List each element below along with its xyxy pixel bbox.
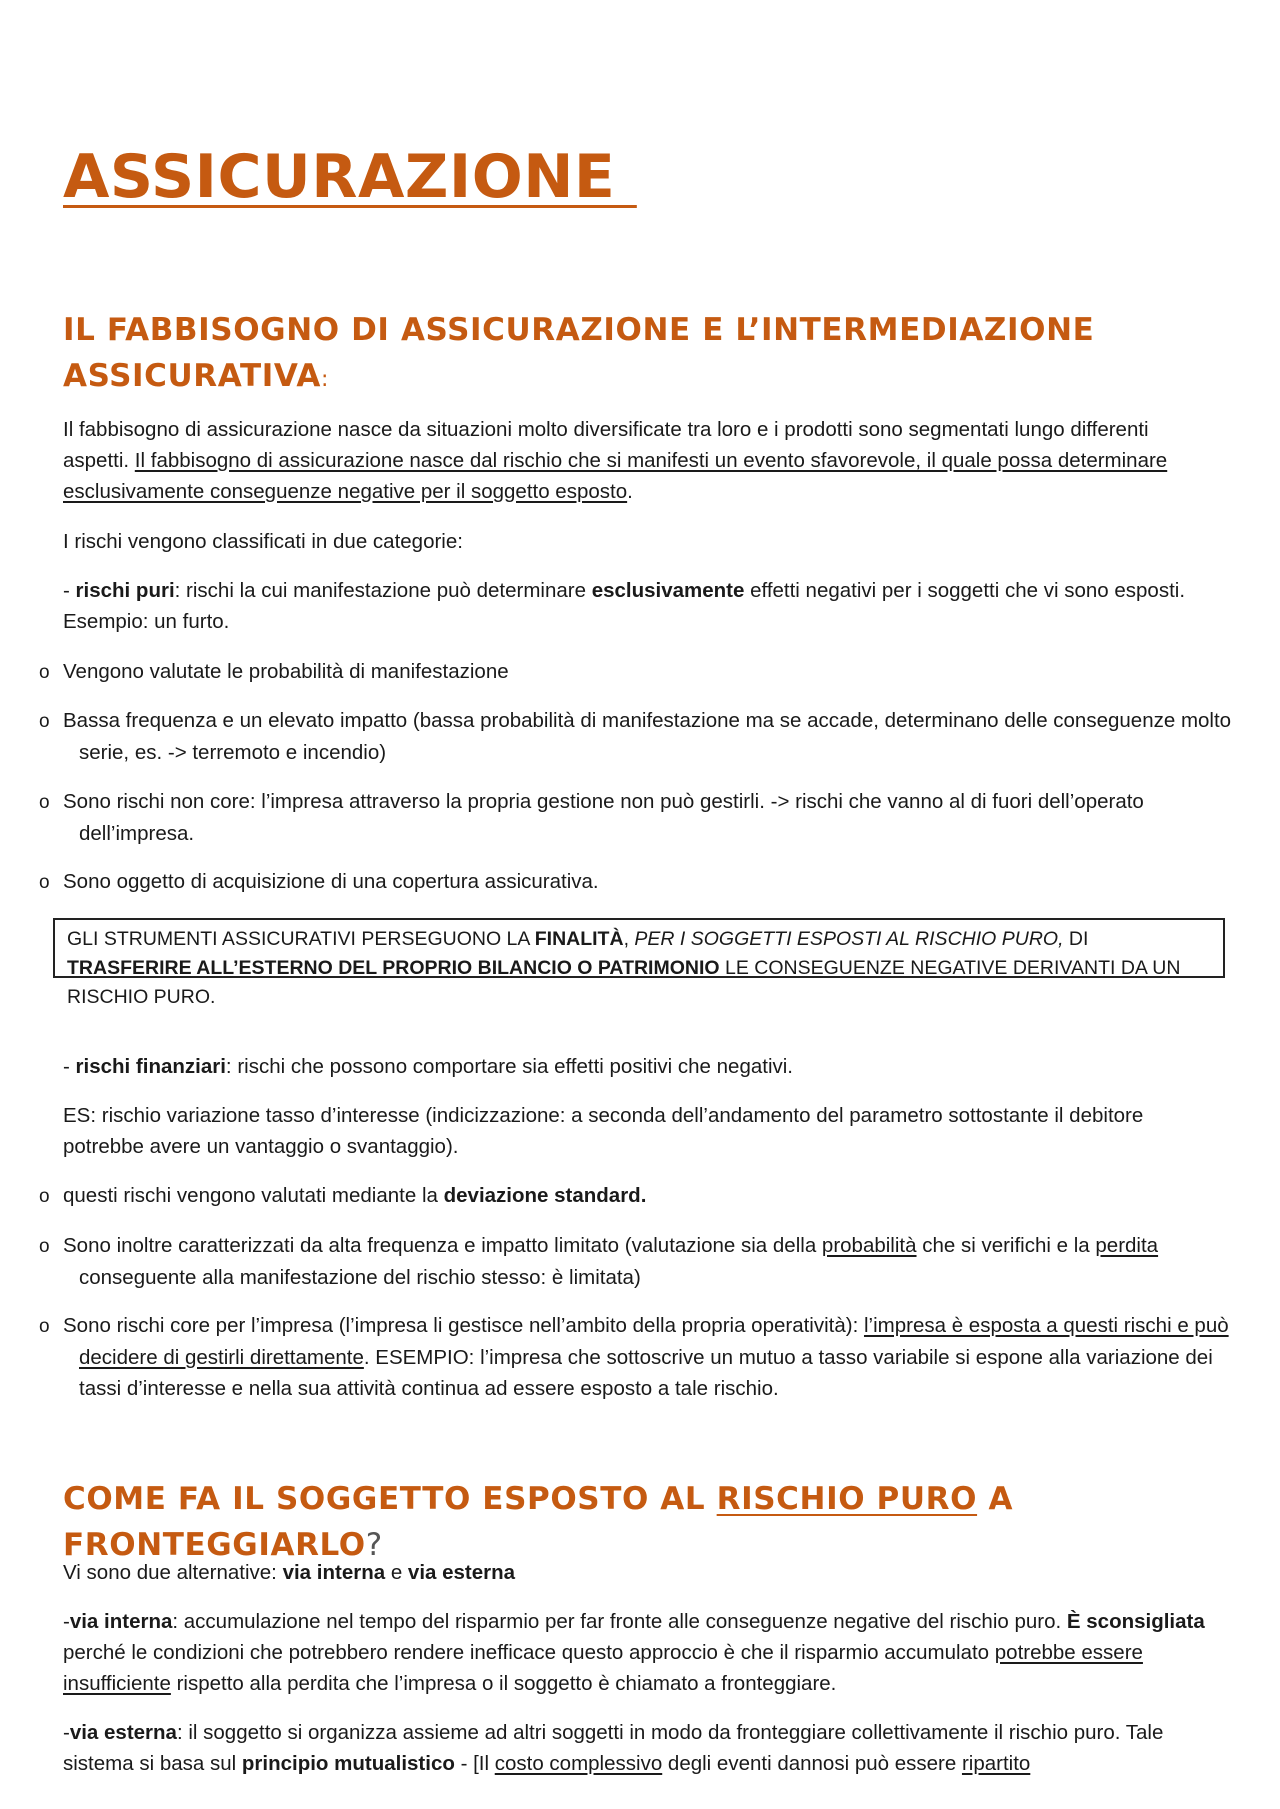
paragraph-rischi-finanziari (63, 1051, 1213, 1082)
bullet-marker: o (39, 662, 50, 683)
text: e (385, 1561, 408, 1584)
dash: - (63, 1610, 70, 1633)
list-item-text: Sono oggetto di acquisizione di una copertura assicurativa. (63, 870, 599, 893)
highlight-box (53, 918, 1225, 1008)
heading-line-1: IL FABBISOGNO DI ASSICURAZIONE E L’INTERMEDIAZIONE (63, 312, 1095, 348)
paragraph-categorie: I rischi vengono classificati in due categorie: (63, 530, 463, 553)
list-item (39, 1230, 1259, 1293)
heading-question-mark: ? (365, 1527, 383, 1563)
bullet-marker: o (39, 1236, 50, 1257)
text: GLI STRUMENTI ASSICURATIVI PERSEGUONO LA (67, 928, 535, 950)
bold-term: via esterna (407, 1561, 516, 1584)
list-item (39, 1180, 1259, 1212)
paragraph-esempio: ES: rischio variazione tasso d’interesse (indicizzazione: a seconda dell’andamento del parametro sottostante il debitore potrebbe avere un vantaggio o svantaggio). (63, 1104, 1144, 1158)
text: : rischi che possono comportare sia effetti positivi che negativi. (225, 1055, 793, 1078)
text: LE CONSEGUENZE NEGATIVE DERIVANTI DA UN RISCHIO PURO. (67, 957, 1181, 1008)
bullet-marker: o (39, 1186, 50, 1207)
list-item-text: Sono rischi non core: l’impresa attraverso la propria gestione non può gestirli. -> rischi che vanno al di fuori dell’operato dell’impresa. (63, 790, 1144, 845)
text: DI (1063, 928, 1089, 950)
list-item (39, 786, 1259, 849)
dash: - (63, 1721, 70, 1744)
text: conseguente alla manifestazione del rischio stesso: è limitata) (79, 1266, 641, 1289)
text: Sono inoltre caratterizzati da alta frequenza e impatto limitato (valutazione sia della (63, 1234, 822, 1257)
paragraph-fabbisogno (63, 414, 1213, 507)
bold-term: via interna (69, 1610, 173, 1633)
bullet-marker: o (39, 711, 50, 732)
bold-term: rischi finanziari (75, 1055, 226, 1078)
bullet-marker: o (39, 1316, 50, 1337)
list-item (39, 705, 1259, 768)
underlined-text: ripartito (961, 1752, 1031, 1775)
bullet-marker: o (39, 792, 50, 813)
underlined-text: Il fabbisogno di assicurazione nasce dal rischio che si manifesti un evento sfavorevole, il quale possa determinare esclusivamente conseguenze negative per il soggetto esposto (63, 449, 1168, 503)
bold-term: È sconsigliata (1066, 1610, 1205, 1633)
list-item-text: Bassa frequenza e un elevato impatto (bassa probabilità di manifestazione ma se accade, determinano delle conseguenze molto serie, es. -> terremoto e incendio) (63, 709, 1232, 764)
text: : accumulazione nel tempo del risparmio per far fronte alle conseguenze negative del rischio puro. (172, 1610, 1067, 1633)
text: , (623, 928, 635, 950)
paragraph-alternative (63, 1557, 1213, 1588)
underlined-text: perdita (1095, 1234, 1159, 1257)
text: Sono rischi core per l’impresa (l’impresa li gestisce nell’ambito della propria operatività): (63, 1314, 864, 1337)
bullet-marker: o (39, 872, 50, 893)
heading-colon: : (320, 367, 329, 392)
paragraph-via-esterna (63, 1717, 1213, 1779)
bold-term: FINALITÀ (534, 928, 624, 950)
paragraph-rischi-puri (63, 575, 1213, 637)
bold-term: via esterna (69, 1721, 177, 1744)
list-item (39, 866, 1259, 898)
section-heading-fronteggiare (63, 1476, 1013, 1568)
underlined-text: potrebbe essere insufficiente (63, 1641, 1143, 1695)
text: che si verifichi e la (916, 1234, 1096, 1257)
underlined-text: l’impresa è esposta a questi rischi e può decidere di gestirli direttamente (79, 1314, 1229, 1369)
text: . (627, 480, 633, 503)
text: : rischi la cui manifestazione può determinare (174, 579, 592, 602)
text: questi rischi vengono valutati mediante la (63, 1184, 444, 1207)
bold-term: deviazione standard. (443, 1184, 647, 1207)
bold-term: via interna (282, 1561, 386, 1584)
underlined-text: probabilità (821, 1234, 917, 1257)
heading-underlined-text: RISCHIO PURO (716, 1481, 978, 1517)
paragraph-via-interna (63, 1606, 1213, 1699)
heading-text: COME FA IL SOGGETTO ESPOSTO AL (63, 1481, 717, 1517)
text: Il fabbisogno di assicurazione nasce da situazioni molto diversificate tra loro e i prodotti sono segmentati lungo differenti aspetti. (63, 418, 1149, 472)
bold-term: principio mutualistico (241, 1752, 455, 1775)
italic-text: PER I SOGGETTI ESPOSTI AL RISCHIO PURO, (634, 928, 1064, 950)
text: - [Il (454, 1752, 495, 1775)
bold-term: esclusivamente (591, 579, 745, 602)
text: perché le condizioni che potrebbero rendere inefficace questo approccio è che il risparmio accumulato (63, 1641, 995, 1664)
text: rispetto alla perdita che l’impresa o il soggetto è chiamato a fronteggiare. (170, 1672, 837, 1695)
dash: - (63, 1055, 76, 1078)
list-item-text: Vengono valutate le probabilità di manifestazione (63, 660, 509, 683)
text: effetti negativi per i soggetti che vi sono esposti. Esempio: un furto. (63, 579, 1186, 633)
text: degli eventi dannosi può essere (662, 1752, 962, 1775)
heading-line-2: ASSICURATIVA (63, 358, 321, 394)
underlined-text: costo complessivo (494, 1752, 663, 1775)
bold-term: rischi puri (75, 579, 175, 602)
heading-line-2: FRONTEGGIARLO (63, 1527, 366, 1563)
list-item (39, 1310, 1259, 1404)
document-title: ASSICURAZIONE (63, 142, 637, 212)
text: Vi sono due alternative: (63, 1561, 283, 1584)
heading-text: A (977, 1481, 1014, 1517)
list-item (39, 656, 1259, 688)
dash: - (63, 579, 76, 602)
text: . ESEMPIO: l’impresa che sottoscrive un mutuo a tasso variabile si espone alla variazione dei tassi d’interesse e nella sua attività continua ad essere esposto a tale rischio. (79, 1346, 1213, 1400)
bold-term: TRASFERIRE ALL’ESTERNO DEL PROPRIO BILANCIO O PATRIMONIO (67, 957, 720, 979)
text: : il soggetto si organizza assieme ad altri soggetti in modo da fronteggiare collettivamente il rischio puro. Tale sistema si basa sul (63, 1721, 1164, 1775)
section-heading-fabbisogno (63, 307, 1094, 403)
